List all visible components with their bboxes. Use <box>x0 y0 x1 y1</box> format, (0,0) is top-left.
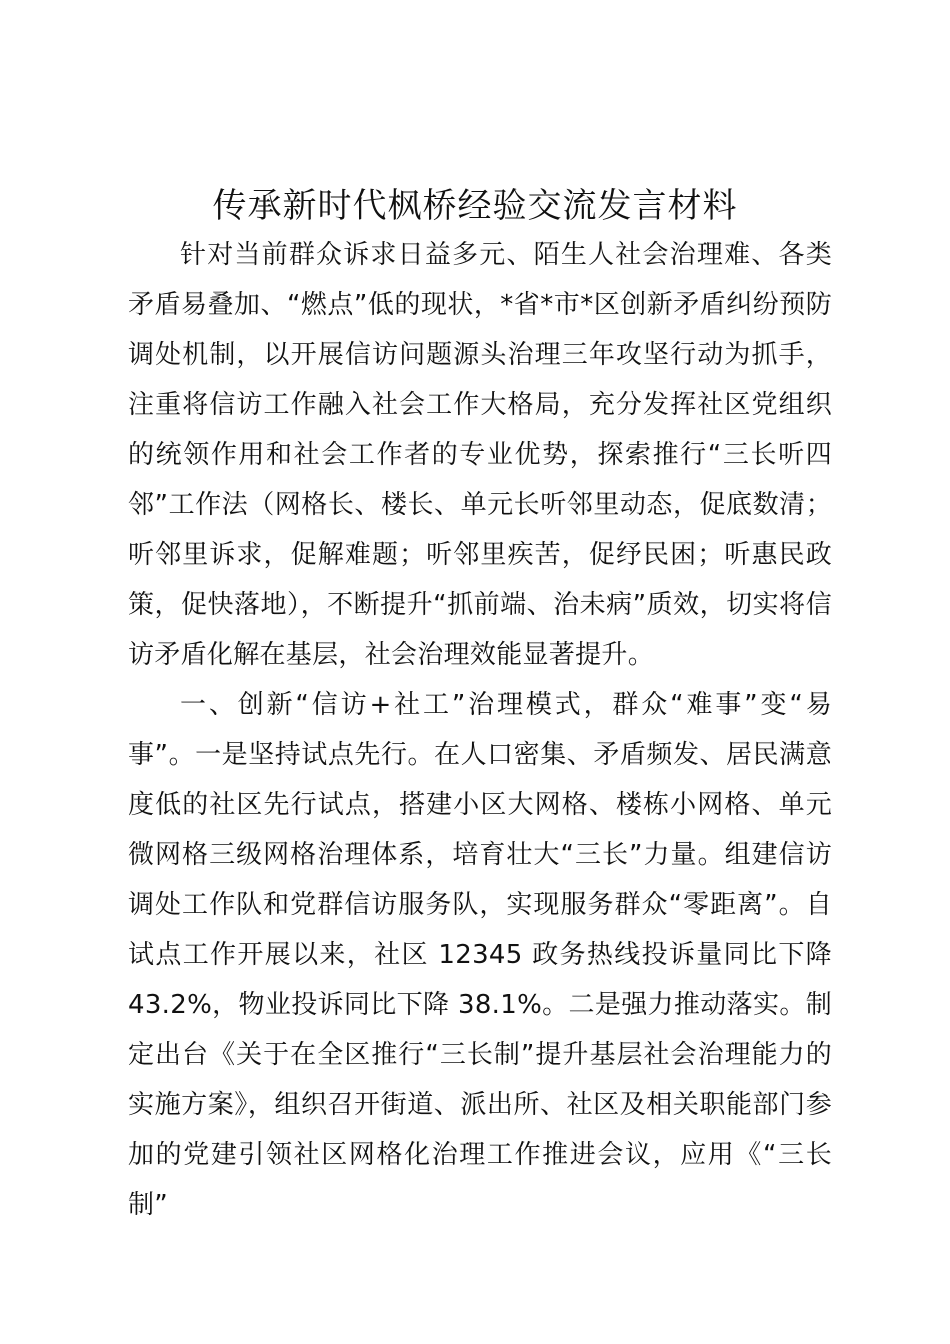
section-one-paragraph: 一、创新“信访+社工”治理模式，群众“难事”变“易事”。一是坚持试点先行。在人口密集、矛盾频发、居民满意度低的社区先行试点，搭建小区大网格、楼栋小网格、单元微网格三级网格治理体系，培育壮大“三长”力量。组建信访调处工作队和党群信访服务队，实现服务群众“零距离”。自试点工作开展以来，社区 12345 政务热线投诉量同比下降 43.2%，物业投诉同比下降 38.1%。二是强力推动落实。制定出台《关于在全区推行“三长制”提升基层社会治理能力的实施方案》，组织召开街道、派出所、社区及相关职能部门参加的党建引领社区网格化治理工作推进会议，应用《“三长制” <box>128 690 832 1220</box>
document-body <box>128 230 832 1230</box>
document-title: 传承新时代枫桥经验交流发言材料 <box>212 186 738 226</box>
intro-paragraph: 针对当前群众诉求日益多元、陌生人社会治理难、各类矛盾易叠加、“燃点”低的现状，*省*市*区创新矛盾纠纷预防调处机制，以开展信访问题源头治理三年攻坚行动为抓手，注重将信访工作融入社会工作大格局，充分发挥社区党组织的统领作用和社会工作者的专业优势，探索推行“三长听四邻”工作法（网格长、楼长、单元长听邻里动态，促底数清；听邻里诉求，促解难题；听邻里疾苦，促纾民困；听惠民政策，促快落地），不断提升“抓前端、治未病”质效，切实将信访矛盾化解在基层，社会治理效能显著提升。 <box>128 240 832 670</box>
